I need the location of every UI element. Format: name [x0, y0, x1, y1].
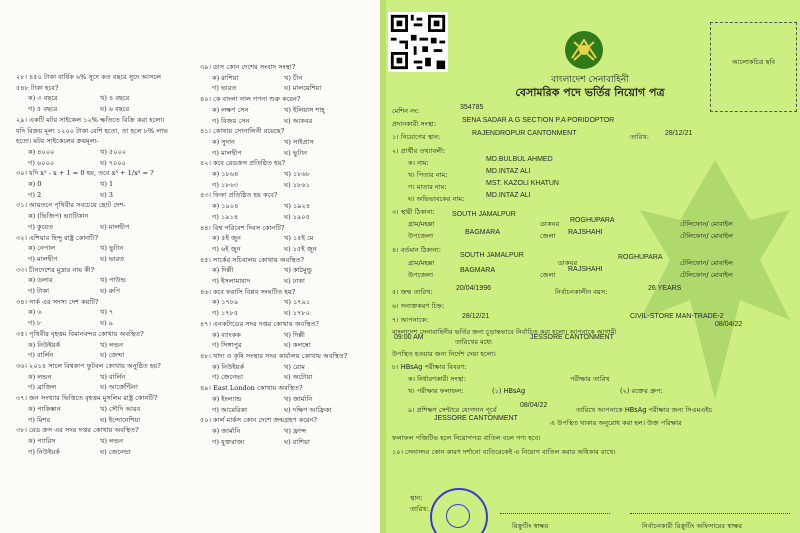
- signature-line: [500, 513, 610, 514]
- date-label: তারিখ:: [630, 133, 649, 141]
- serial-label: মেশিন নং:: [392, 107, 420, 115]
- training-note: তারিখে আপনাকে HBsAg পরীক্ষার জন্য সিএমএইচ: [576, 406, 713, 414]
- answer-option: খ) পাউন্ড: [100, 276, 126, 285]
- answer-options: [16, 307, 196, 318]
- upazila-label: উপজেলা: [408, 232, 433, 240]
- answer-options: [16, 104, 196, 115]
- answer-option: ঘ) জেনেভা: [100, 447, 131, 456]
- answer-options: [16, 93, 196, 104]
- answer-option: গ) বিজয় সেন: [212, 116, 250, 125]
- qr-code-icon: [388, 12, 448, 72]
- serial-number: 354785: [460, 104, 484, 111]
- answer-options: [16, 350, 196, 361]
- guardian-name: MD.INTAZ ALI: [486, 192, 531, 199]
- answer-options: [200, 394, 378, 405]
- answer-option: ঘ) ৯: [100, 319, 114, 328]
- answer-options: [200, 212, 378, 223]
- question-text: ৪১। কোথায় সোনালিনী রয়েছে?: [200, 127, 285, 136]
- appointment-letter-form: [380, 0, 800, 533]
- officer-signature-label: নির্বাচনকারী রিক্রুটিং অফিসারের স্বাক্ষর: [642, 522, 743, 530]
- upazila-label-2: উপজেলা: [408, 271, 433, 279]
- answer-options: [16, 436, 196, 447]
- answer-option: খ) ফ্রান্স: [284, 426, 307, 435]
- answer-option: খ) চীন: [284, 73, 303, 82]
- answer-options: [16, 340, 196, 351]
- answer-option: ঘ) কলম্বো: [284, 341, 311, 350]
- question-text: ৩২। এশিয়ার হিন্দু রাষ্ট্র কোনটি?: [16, 233, 99, 242]
- answer-option: খ) ভুটান: [100, 244, 124, 253]
- answer-option: ক) দিল্লী: [212, 266, 234, 275]
- age-value: 26 YEARS: [648, 285, 682, 292]
- answer-option: ক) ৩ বছরে: [28, 94, 58, 103]
- applicant-info-label: ২। প্রার্থীর তথ্যাবলী:: [392, 147, 446, 155]
- answer-option: ক) নেপাল: [28, 244, 56, 253]
- question-text: ৪৬। কবে ফরাসি বিপ্লব সংঘটিত হয়?: [200, 287, 296, 296]
- answer-option: গ) কুয়েত: [28, 222, 54, 231]
- father-label: খ। পিতার নাম:: [408, 171, 448, 179]
- date-of-birth: 20/04/1996: [456, 285, 492, 292]
- answer-option: গ) জেনেভা: [212, 373, 243, 382]
- father-name: MD.INTAZ ALI: [486, 168, 531, 175]
- answer-option: ঘ) মালদ্বীপ: [100, 222, 130, 231]
- answer-option: ঘ) ১৮৬১: [284, 180, 310, 189]
- join-place: RAJENDROPUR CANTONMENT: [472, 130, 577, 137]
- question-text: ৩৪। সার্ক এর সদস্য দেশ কয়টি?: [16, 297, 99, 306]
- answer-options: [200, 73, 378, 84]
- village-label: গ্রাম/মহল্লা: [408, 220, 435, 228]
- question-text: ৫০। কার্ল মার্কস কোন দেশে জন্মগ্রহণ করেন?: [200, 416, 317, 425]
- question-text: হতো। মটর সাইকেলের ক্রয়মূল্য-: [16, 137, 99, 146]
- phone-label: টেলিফোন/ মোবাইল: [680, 220, 733, 228]
- answer-option: ঘ) ১৯০৫: [284, 212, 310, 221]
- answer-option: ক) লন্ডন: [28, 372, 52, 381]
- present-district: RAJSHAHI: [568, 266, 603, 273]
- unit-label: প্রদানকারী সংস্থা:: [392, 120, 437, 128]
- answer-option: ঘ) দক্ষিণ আফ্রিকা: [284, 405, 332, 414]
- answer-option: ক) লক্ষণ সেন: [212, 105, 249, 114]
- answer-option: [100, 211, 172, 222]
- answer-option: ঘ) ভুটান: [284, 148, 308, 157]
- join-place-label: ১। নিয়োগের স্থান:: [392, 133, 441, 141]
- answer-option: গ) ব্রাজিল: [28, 383, 57, 392]
- answer-option: ঘ) অটোয়া: [284, 373, 313, 382]
- answer-options: [16, 447, 196, 458]
- answer-option: ক) নিউইয়র্ক: [28, 340, 61, 349]
- answer-options: [16, 286, 196, 297]
- answer-options: [200, 437, 378, 448]
- answer-option: ক) 0: [28, 180, 42, 189]
- official-stamp-icon: [430, 488, 488, 533]
- report-time: 09:00 AM: [394, 334, 424, 341]
- question-text: ২৯। একটি মটর সাইকেল ১২% ক্ষতিতে বিক্রি করা হলো।: [16, 115, 165, 124]
- po-label: ডাকঘর: [540, 220, 560, 228]
- answer-option: ঘ) 3: [100, 190, 113, 199]
- issue-date: 28/12/21: [665, 130, 693, 137]
- answer-option: খ) সাইপ্রাস: [284, 137, 314, 146]
- training-label: ৯। প্রশিক্ষণ সেন্টারে যোগদান পূর্বে: [408, 406, 497, 414]
- answer-option: গ) ৮: [28, 319, 42, 328]
- answer-option: ক) ৪০০০: [28, 147, 55, 156]
- question-text: ৪৩। ফিফা প্রতিষ্ঠিত হয় কবে?: [200, 191, 278, 200]
- answer-option: ঘ) রুপি: [100, 287, 121, 296]
- answer-option: গ) ৬০০০: [28, 158, 55, 167]
- answer-option: গ) সিঙ্গাপুর: [212, 341, 242, 350]
- name-label: ক। নাম:: [408, 159, 429, 167]
- answer-option: খ) ১৮৬৮: [284, 170, 311, 179]
- present-post-office: ROGHUPARA: [618, 254, 663, 261]
- answer-option: খ) ইলিয়াস শাহ্: [284, 105, 325, 114]
- answer-option: ক) ৬: [28, 308, 42, 317]
- answer-option: গ) টাকা: [28, 287, 50, 296]
- phone-label-3: টেলিফোন/ মোবাইল: [680, 259, 733, 267]
- answer-option: ঘ) ৬ বছরে: [100, 105, 130, 114]
- answer-options: [200, 244, 378, 255]
- place-label: স্থান:: [410, 494, 423, 502]
- permanent-upazila: BAGMARA: [465, 229, 501, 236]
- answer-options: [200, 330, 378, 341]
- answer-option: ক) রাশিয়া: [212, 73, 239, 82]
- answer-option: ঘ) ১৫ই জুন: [284, 244, 317, 253]
- answer-option: খ) বার্লিন: [100, 372, 126, 381]
- selection-note: বাংলাদেশ সেনাবাহিনীর ভর্তির জন্য চূড়ান্তভাবে নির্বাচিত করা হলো। আপনাকে আগামী: [392, 328, 617, 336]
- answer-option: গ) 2: [28, 190, 42, 199]
- answer-option: খ) 1: [100, 180, 114, 189]
- answer-options: [16, 382, 196, 393]
- answer-option: গ) আমেরিকা: [212, 405, 248, 414]
- question-text: ৪৮। খাদ্য ও কৃষি সংস্থার সদর কার্যালয় কোথায় অবস্থিত?: [200, 351, 348, 360]
- answer-options: [200, 405, 378, 416]
- answer-option: ঘ) ঢাকা: [284, 277, 305, 286]
- question-text: ৪৪। বিশ্ব পরিবেশ দিবস কোনটি?: [200, 223, 285, 232]
- answer-option: ক) পাকিস্তান: [28, 404, 61, 413]
- answer-option: খ) জার্মানি: [284, 394, 313, 403]
- answer-option: ঘ) আর্জেন্টিনা: [100, 383, 138, 392]
- training-note-2: এ উপস্থিত থাকার অনুরোধ করা হল। উক্ত পরিক্ষার: [550, 419, 682, 427]
- form-title: বেসামরিক পদে ভর্তির নিয়োগ পত্র: [515, 86, 665, 99]
- answer-options: [200, 180, 378, 191]
- po-label-2: ডাকঘর: [558, 259, 578, 267]
- answer-option: গ) ১৯১৪: [212, 212, 239, 221]
- present-village: SOUTH JAMALPUR: [460, 252, 524, 259]
- answer-options: [16, 211, 196, 222]
- answer-option: খ) ৪ বছরে: [100, 94, 130, 103]
- hbsag-agency-label: ক। নির্ধারণকারী সংস্থা:: [408, 375, 466, 383]
- question-text: ৩০। যদি x² - x + 1 = 0 হয়, তবে x³ + 1/x³ = ?: [16, 169, 154, 178]
- answer-option: ক) প্যারিস: [28, 436, 56, 445]
- report-instruction: উপস্থিত হওয়ার জন্য নির্দেশ দেয়া হলো।: [392, 350, 496, 358]
- answer-option: খ) কাঠমুন্ডু: [284, 266, 312, 275]
- answer-options: [16, 318, 196, 329]
- answer-option: খ) ৭: [100, 308, 114, 317]
- answer-option: ক) ব্যাংকক: [212, 330, 241, 339]
- post-title: CIVIL-STORE MAN-TRADE-2: [630, 313, 724, 320]
- question-text: ৩৯। ডাস কোন দেশের সংবাদ সংস্থা?: [200, 63, 296, 71]
- question-text: ৩৮। রেড ক্রস এর সদর দপ্তর কোথায় অবস্থিত?: [16, 426, 139, 435]
- answer-option: ক) (ভিজিপ) ভ্যাটিকান: [28, 212, 89, 221]
- answer-option: ঘ) জেদ্দা: [100, 351, 125, 360]
- answer-option: ক) ইংল্যান্ড: [212, 394, 242, 403]
- result-note: ফলাফল পজিটিভ হলে নিয়োগপত্র বাতিল বলে গণ্য হবে।: [392, 434, 541, 442]
- answer-options: [200, 169, 378, 180]
- answer-option: ক) সুদান: [212, 137, 235, 146]
- answer-option: ক) ডলার: [28, 276, 53, 285]
- question-text: ৩৫। পৃথিবীর বৃহত্তম বিমানবন্দর কোথায় অবস্থিত?: [16, 329, 144, 338]
- answer-option: ঘ) মালয়েশিয়া: [284, 84, 322, 93]
- answer-options: [16, 147, 196, 158]
- answer-options: [200, 308, 378, 319]
- hbsag-label: ৮। HBsAg পরীক্ষার বিবরণ:: [392, 363, 467, 371]
- post-label: ৭। আপনাকে:: [392, 316, 429, 324]
- org-name: বাংলাদেশ সেনাবাহিনী: [551, 75, 629, 85]
- permanent-district: RAJSHAHI: [568, 229, 603, 236]
- age-label: নির্বাচনকালীন বয়স:: [555, 288, 608, 296]
- signature-date-label: তারিখ:: [410, 505, 429, 513]
- answer-option: খ) লন্ডন: [100, 436, 124, 445]
- training-place: JESSORE CANTONMENT: [434, 415, 518, 422]
- answer-options: [16, 222, 196, 233]
- answer-option: খ) ১৭৯১: [284, 298, 311, 307]
- answer-option: খ) লন্ডন: [100, 340, 124, 349]
- answer-option: খ) ১৯২৪: [284, 202, 311, 211]
- question-text: যদি বিক্রয় মূল্য ১২০০ টাকা বেশি হতো, তা হলে ৮% লাভ: [16, 126, 169, 135]
- issuing-unit: SENA SADAR A.G SECTION P.A PORIDOPTOR: [462, 117, 615, 124]
- answer-options: [200, 276, 378, 287]
- village-label-2: গ্রাম/মহল্লা: [408, 259, 435, 267]
- answer-option: গ) নিউইয়র্ক: [28, 447, 60, 456]
- blood-group-label: (২) রক্তের গ্রুপ:: [620, 387, 663, 395]
- guardian-label: ঘ। অভিভাবকের নাম:: [408, 195, 465, 203]
- hbsag-result-1: (১) HBsAg: [492, 387, 526, 395]
- mother-label: গ। মাতার নাম:: [408, 183, 447, 191]
- question-text: ৩৬। ২০১৪ সালে বিশ্বকাপ ফুটবল কোথায় অনুষ্ঠিত হয়?: [16, 361, 161, 370]
- report-place: JESSORE CANTONMENT: [530, 334, 614, 341]
- answer-options: [16, 190, 196, 201]
- answer-option: গ) ১৮৬৩: [212, 180, 239, 189]
- answer-option: গ) মিশর: [28, 415, 51, 424]
- answer-options: [16, 372, 196, 383]
- report-date: 08/04/22: [715, 321, 743, 328]
- question-column-left: [16, 72, 196, 533]
- question-text: ৪৭। এনকটাডের সদর দপ্তর কোথায় অবস্থিত?: [200, 319, 319, 328]
- question-text: ৪৯। East London কোথায় অবস্থিত?: [200, 384, 303, 393]
- permanent-village: SOUTH JAMALPUR: [452, 211, 516, 218]
- answer-options: [200, 148, 378, 159]
- applicant-name: MD.BULBUL AHMED: [486, 156, 553, 163]
- answer-option: গ) মালদ্বীপ: [212, 148, 242, 157]
- answer-option: গ) যুক্তরাজ্য: [212, 437, 245, 446]
- phone-label-4: টেলিফোন/ মোবাইল: [680, 271, 733, 279]
- answer-option: ঘ) ৭০০০: [100, 158, 126, 167]
- answer-option: গ) ভারত: [212, 84, 237, 93]
- signature-line: [630, 513, 790, 514]
- post-date: 28/12/21: [462, 313, 490, 320]
- hbsag-test-date-label: পরীক্ষার তারিখ: [570, 375, 610, 383]
- answer-options: [200, 233, 378, 244]
- mother-name: MST. KAZOLI KHATUN: [486, 180, 559, 187]
- answer-options: [16, 254, 196, 265]
- answer-option: ঘ) ইন্দোনেশিয়া: [100, 415, 141, 424]
- question-text: ৩৩। চীনদেশের মুদ্রার নাম কী?: [16, 265, 95, 274]
- district-label: জেলা: [540, 232, 556, 240]
- answer-option: খ) রোম: [284, 362, 305, 371]
- dob-label: ৫। জন্ম তারিখ:: [392, 288, 433, 296]
- army-emblem-icon: [564, 30, 604, 70]
- answer-options: [200, 372, 378, 383]
- question-text: ৪০। কে বাংলা সাল গণনা শুরু করেন?: [200, 95, 301, 104]
- answer-option: গ) ৫ বছরে: [28, 105, 58, 114]
- answer-option: খ) দিল্লী: [284, 330, 305, 339]
- answer-options: [16, 179, 196, 190]
- district-label-2: জেলা: [540, 271, 556, 279]
- answer-option: ক) ৫ই জুন: [212, 234, 241, 243]
- answer-options: [200, 297, 378, 308]
- permanent-address-label: ৩। স্থায়ী ঠিকানা:: [392, 208, 435, 216]
- answer-options: [16, 243, 196, 254]
- answer-options: [200, 83, 378, 94]
- answer-options: [16, 415, 196, 426]
- identification-mark-label: ৬। সনাক্তকরণ চিহ্ন:: [392, 302, 445, 310]
- answer-option: ঘ) রাশিয়া: [284, 437, 310, 446]
- within-label: তারিখের মধ্যে: [455, 338, 492, 346]
- answer-option: খ) ৫০০০: [100, 147, 127, 156]
- cancel-note: ১০। সেনাসদর কোন কারণ দর্শানো ব্যতিরেকেই এ নিয়োগ বাতিল করার অধিকার রাখে।: [392, 448, 616, 456]
- recruiting-signature-label: রিক্রুটিং স্বাক্ষর: [512, 522, 549, 530]
- question-text: ২৮। ৪৫০ টাকা বার্ষিক ৬% সুদে কত বছরে সুদে আসলে: [16, 73, 161, 81]
- answer-option: ক) ১৯০৪: [212, 202, 239, 211]
- answer-option: খ) ১৫ই মে: [284, 234, 314, 243]
- answer-options: [16, 158, 196, 169]
- present-upazila: BAGMARA: [460, 267, 496, 274]
- question-text: ৪২। কবে রেডক্রস প্রতিষ্ঠিত হয়?: [200, 159, 286, 168]
- answer-option: ঘ) ১৭৮০: [284, 309, 310, 318]
- permanent-post-office: ROGHUPARA: [570, 217, 615, 224]
- question-text: ৩৭। জন সংখ্যার ভিত্তিতে বৃহত্তম মুসলিম রাষ্ট্র কোনটি?: [16, 394, 158, 403]
- question-text: ৩১। আয়তনে পৃথিবীর সবচেয়ে ছোট দেশ-: [16, 201, 126, 210]
- answer-option: খ) সৌদি আরব: [100, 404, 141, 413]
- question-text: ৫৪৮ টাকা হবে?: [16, 83, 59, 92]
- answer-option: ক) নিউইয়র্ক: [212, 362, 245, 371]
- answer-option: ক) জার্মানি: [212, 426, 241, 435]
- answer-option: গ) ইসলামাবাদ: [212, 277, 251, 286]
- answer-option: গ) ১৭৮৫: [212, 309, 239, 318]
- answer-option: ঘ) আকবর: [284, 116, 313, 125]
- answer-options: [16, 404, 196, 415]
- answer-option: ঘ) ভারত: [100, 254, 125, 263]
- answer-options: [200, 116, 378, 127]
- present-address-label: ৪। বর্তমান ঠিকানা:: [392, 246, 441, 254]
- question-text: ৪৫। সার্কের সচিবালয় কোথায় অবস্থিত?: [200, 255, 305, 264]
- exam-question-sheet: [0, 0, 378, 533]
- hbsag-result-label: খ। পরীক্ষার ফলাফল:: [408, 387, 464, 395]
- answer-options: [200, 340, 378, 351]
- phone-label-2: টেলিফোন/ মোবাইল: [680, 232, 733, 240]
- answer-option: গ) বার্লিন: [28, 351, 54, 360]
- answer-option: ক) ১৮৬৪: [212, 170, 239, 179]
- answer-option: গ) ৬ই জুন: [212, 244, 241, 253]
- answer-options: [200, 362, 378, 373]
- answer-options: [200, 105, 378, 116]
- photo-label: আলোকচিত্র ছবি: [731, 58, 776, 66]
- answer-options: [200, 265, 378, 276]
- answer-option: গ) মালদ্বীপ: [28, 254, 58, 263]
- answer-options: [200, 137, 378, 148]
- question-column-right: [200, 62, 378, 533]
- answer-options: [200, 426, 378, 437]
- training-date: 08/04/22: [520, 402, 548, 409]
- answer-options: [200, 201, 378, 212]
- answer-option: ক) ১৭৮৯: [212, 298, 239, 307]
- answer-options: [16, 275, 196, 286]
